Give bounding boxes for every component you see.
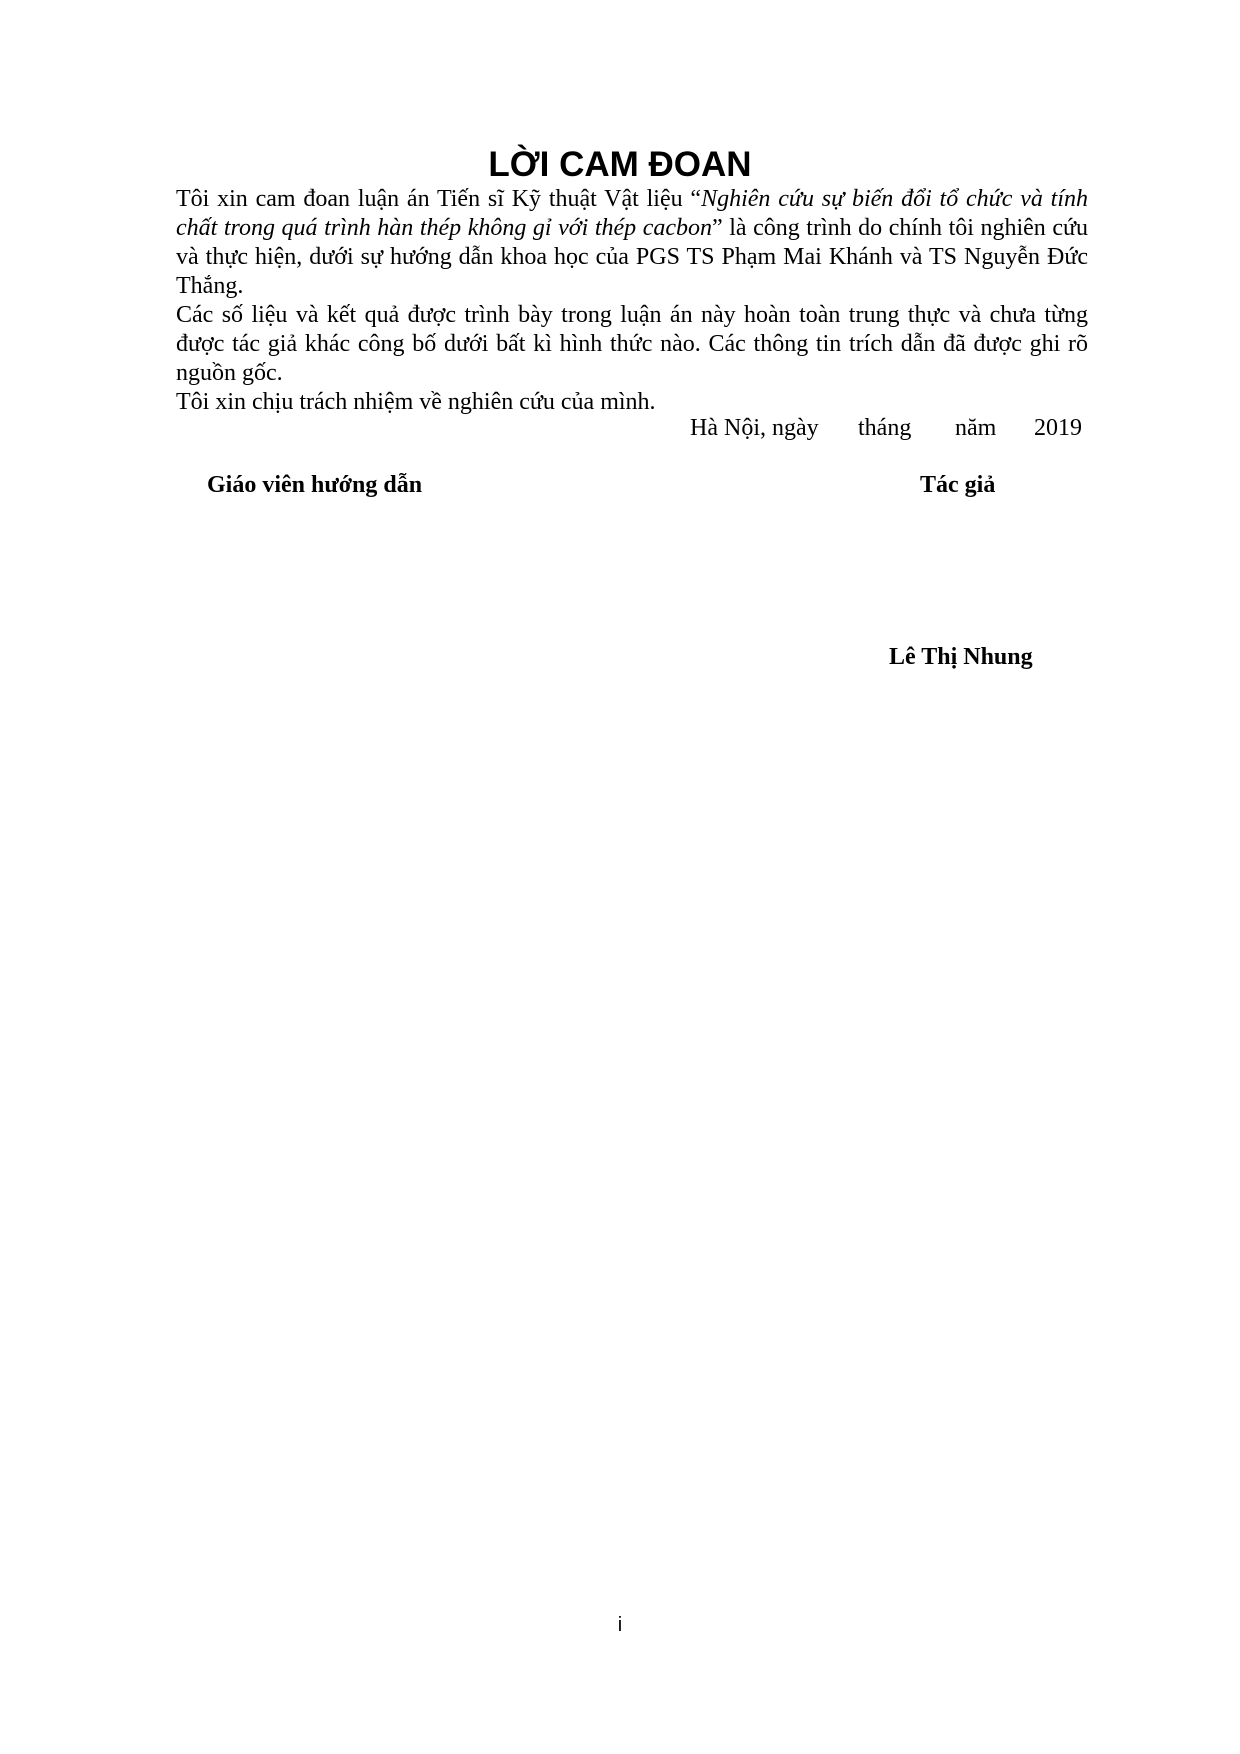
- declaration-body: [176, 185, 1088, 417]
- date-month: tháng: [858, 415, 912, 441]
- author-name: Lê Thị Nhung: [889, 644, 1033, 670]
- declaration-paragraph-1: [176, 185, 1088, 301]
- declaration-tail: ” là công trình do chính tôi nghiên cứu và thực hiện, dưới sự hướng dẫn khoa học của PGS TS Phạm Mai Khánh và TS Nguyễn Đức Thắng.: [176, 215, 1089, 299]
- supervisor-label: Giáo viên hướng dẫn: [207, 472, 423, 498]
- declaration-paragraph-2: Các số liệu và kết quả được trình bày trong luận án này hoàn toàn trung thực và chưa từng được tác giả khác công bố dưới bất kì hình thức nào. Các thông tin trích dẫn đã được ghi rõ nguồn gốc.: [176, 302, 1088, 386]
- thesis-title: Nghiên cứu sự biến đổi tổ chức và tính chất trong quá trình hàn thép không gỉ với thép cacbon: [176, 186, 1089, 241]
- page-title: LỜI CAM ĐOAN: [488, 145, 752, 184]
- declaration-lead: Tôi xin cam đoan luận án Tiến sĩ Kỹ thuật Vật liệu “: [176, 186, 702, 212]
- date-place: Hà Nội, ngày: [690, 415, 819, 441]
- author-label: Tác giả: [920, 472, 996, 498]
- page-number: i: [617, 1614, 623, 1636]
- declaration-paragraph-3: Tôi xin chịu trách nhiệm về nghiên cứu của mình.: [176, 389, 656, 415]
- date-year-label: năm: [955, 415, 997, 441]
- date-year: 2019: [1034, 415, 1082, 441]
